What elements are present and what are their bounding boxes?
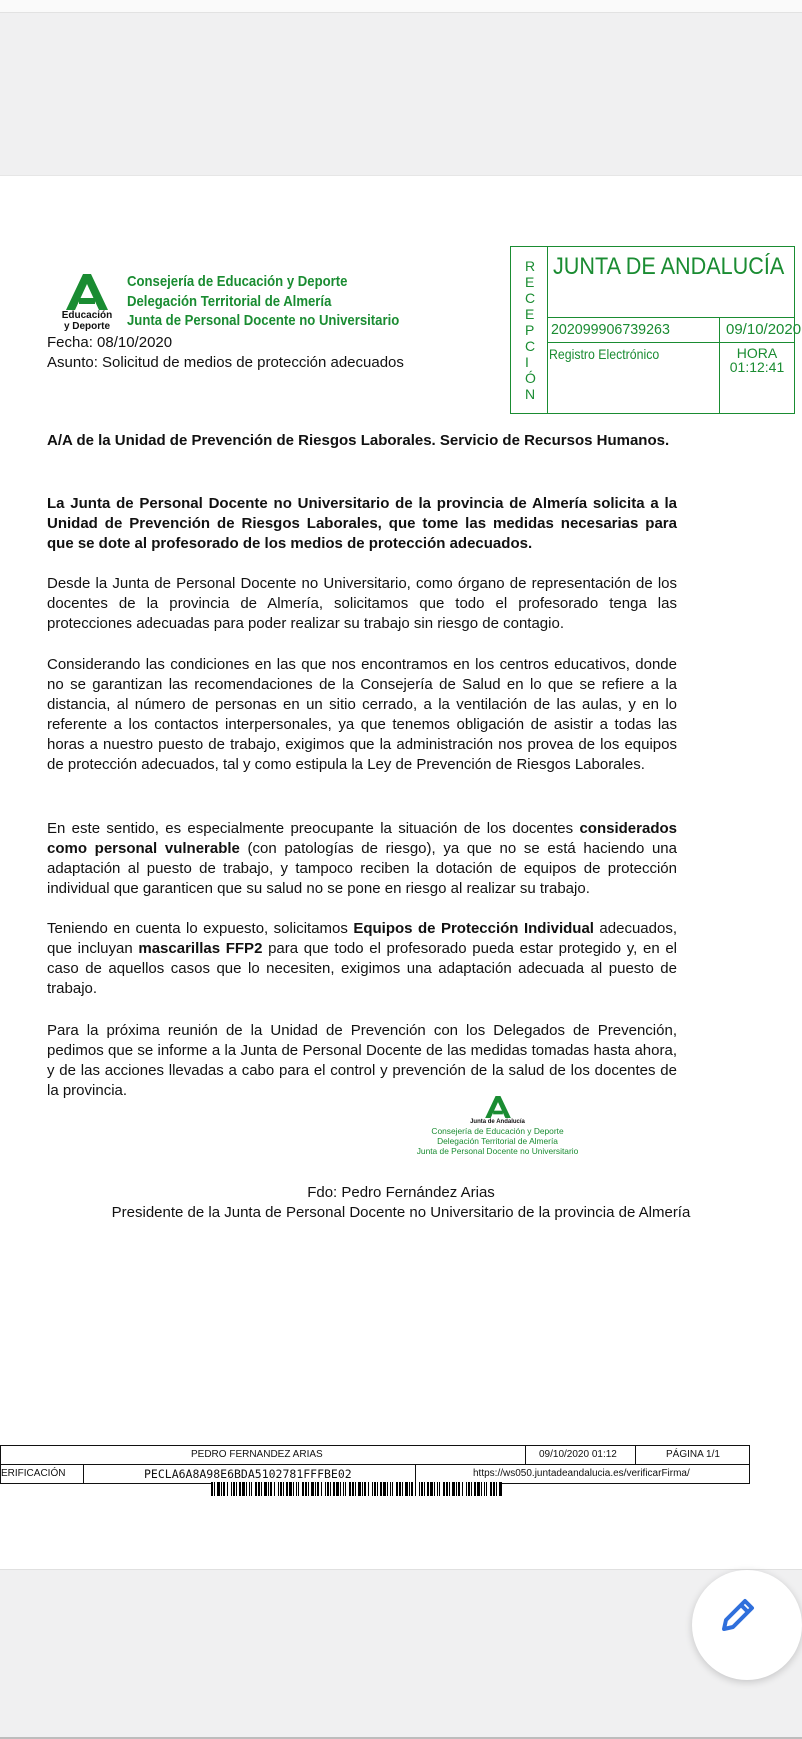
verification-label: ERIFICACIÓN (1, 1468, 66, 1479)
table-separator (635, 1446, 636, 1464)
paragraph-4 (47, 919, 677, 999)
paragraph-3 (47, 819, 677, 899)
reception-stamp (510, 246, 802, 414)
edit-fab-button[interactable] (692, 1570, 802, 1680)
table-separator (525, 1446, 526, 1464)
org-line: Consejería de Educación y Deporte (127, 274, 348, 290)
stamp-hora-label: HORA (736, 345, 778, 361)
p4-text: Teniendo en cuenta lo expuesto, solicitamos (47, 920, 354, 937)
junta-logo (60, 274, 118, 332)
p4-bold: Equipos de Protección Individual (353, 920, 594, 937)
stamp-registry-label: Registro Electrónico (549, 346, 660, 362)
signature-role: Presidente de la Junta de Personal Docente no Universitario de la provincia de Almería (111, 1204, 691, 1221)
stamp-letter: I (525, 354, 529, 370)
junta-a-seal-icon (485, 1096, 511, 1118)
stamp-date: 09/10/2020 (726, 321, 802, 338)
fecha: Fecha: 08/10/2020 (47, 334, 173, 351)
stamp-letter: C (525, 338, 536, 354)
paragraph-2: Considerando las condiciones en las que nos encontramos en los centros educativos, donde no se garantizan las recomendaciones de la Consejería de Salud en lo que se refiere a la distancia, al número de personas en un sitio cerrado, a la ventilación de las aulas, y en lo referente a los contactos interpersonales, ya que tenemos obligación de asistir a todas las horas a nuestro puesto de trabajo, exigimos que la administración nos provea de los equipos de protección adecuados, tal y como estipula la Ley de Prevención de Riesgos Laborales. (47, 656, 677, 773)
stamp-divider (548, 317, 794, 318)
verification-barcode (211, 1482, 504, 1496)
verification-code[interactable]: PECLA6A8A98E6BDA5102781FFFBE02 (144, 1467, 352, 1481)
organization-block (127, 273, 399, 332)
stamp-letter: P (525, 322, 535, 338)
verification-row (0, 1464, 750, 1484)
verification-url[interactable]: https://ws050.juntadeandalucia.es/verificarFirma/ (473, 1468, 690, 1479)
p3-text: En este sentido, es especialmente preocupante la situación de los docentes (47, 820, 580, 837)
paragraph-5: Para la próxima reunión de la Unidad de Prevención con los Delegados de Prevención, pedimos que se informe a la Junta de Personal Docente de las medidas tomadas hasta ahora, y de las acciones llevadas a cabo para el control y prevención de la salud de los docentes de la provincia. (47, 1022, 677, 1099)
verification-row (0, 1445, 750, 1465)
addressee: A/A de la Unidad de Prevención de Riesgos Laborales. Servicio de Recursos Humanos. (47, 432, 670, 449)
letter-summary: La Junta de Personal Docente no Universitario de la provincia de Almería solicita a la Unidad de Prevención de Riesgos Laborales, que tome las medidas necesarias para que se dote al profesorado de los medios de protección adecuados. (47, 495, 677, 552)
logo-text-line1: Educación (61, 310, 113, 321)
stamp-letter: E (525, 306, 535, 322)
verification-page: PÁGINA 1/1 (666, 1449, 720, 1460)
junta-a-logo-icon (66, 274, 108, 310)
stamp-letter: N (525, 386, 536, 402)
verification-datetime: 09/10/2020 01:12 (539, 1449, 617, 1460)
signature-fdo: Fdo: Pedro Fernández Arias (307, 1184, 495, 1201)
p4-bold: mascarillas FFP2 (138, 940, 263, 957)
seal-line: Junta de Personal Docente no Universitario (416, 1146, 579, 1156)
stamp-registry-number: 202099906739263 (551, 321, 670, 338)
paragraph-1: Desde la Junta de Personal Docente no Universitario, como órgano de representación de los docentes de la provincia de Almería, solicitamos que todo el profesorado tenga las protecciones adecuadas para poder realizar su trabajo sin riesgo de contagio. (47, 575, 677, 632)
verification-signer: PEDRO FERNANDEZ ARIAS (191, 1449, 323, 1460)
junta-seal (405, 1096, 590, 1156)
logo-text-line2: y Deporte (63, 321, 111, 332)
pencil-icon (716, 1593, 760, 1637)
stamp-letter: E (525, 274, 535, 290)
stamp-letter: Ó (525, 370, 536, 386)
seal-line: Delegación Territorial de Almería (437, 1136, 558, 1146)
org-line: Delegación Territorial de Almería (127, 293, 332, 310)
p3-text: (con patologías de riesgo), ya que no se está haciendo una adaptación al puesto de trabajo, y tampoco reciben la dotación de equipos de protección individual que garanticen que su salud no se pone en riesgo al realizar su trabajo. (47, 840, 677, 897)
barcode-bar (499, 1482, 502, 1496)
table-separator (83, 1465, 84, 1483)
table-separator (415, 1465, 416, 1483)
org-line: Junta de Personal Docente no Universitario (127, 313, 400, 329)
stamp-hora-value: 01:12:41 (729, 359, 785, 375)
stamp-letter: C (525, 290, 536, 306)
p4-text: adecuados, que incluyan (47, 920, 677, 957)
seal-caption: Junta de Andalucía (470, 1119, 525, 1125)
p4-text: para que todo el profesorado pueda estar protegido y, en el caso de aquellos casos que lo necesiten, exigimos una adaptación adecuada al puesto de trabajo. (47, 940, 677, 997)
stamp-letter: R (525, 258, 536, 274)
document-page[interactable] (0, 175, 802, 1570)
asunto: Asunto: Solicitud de medios de protección adecuados (47, 354, 404, 371)
stamp-vertical-label (511, 247, 548, 413)
seal-line: Consejería de Educación y Deporte (431, 1126, 564, 1136)
stamp-title: JUNTA DE ANDALUCÍA (553, 253, 785, 280)
stamp-divider (548, 342, 794, 343)
p3-bold: considerados como personal vulnerable (47, 820, 677, 857)
top-bar (0, 0, 802, 13)
